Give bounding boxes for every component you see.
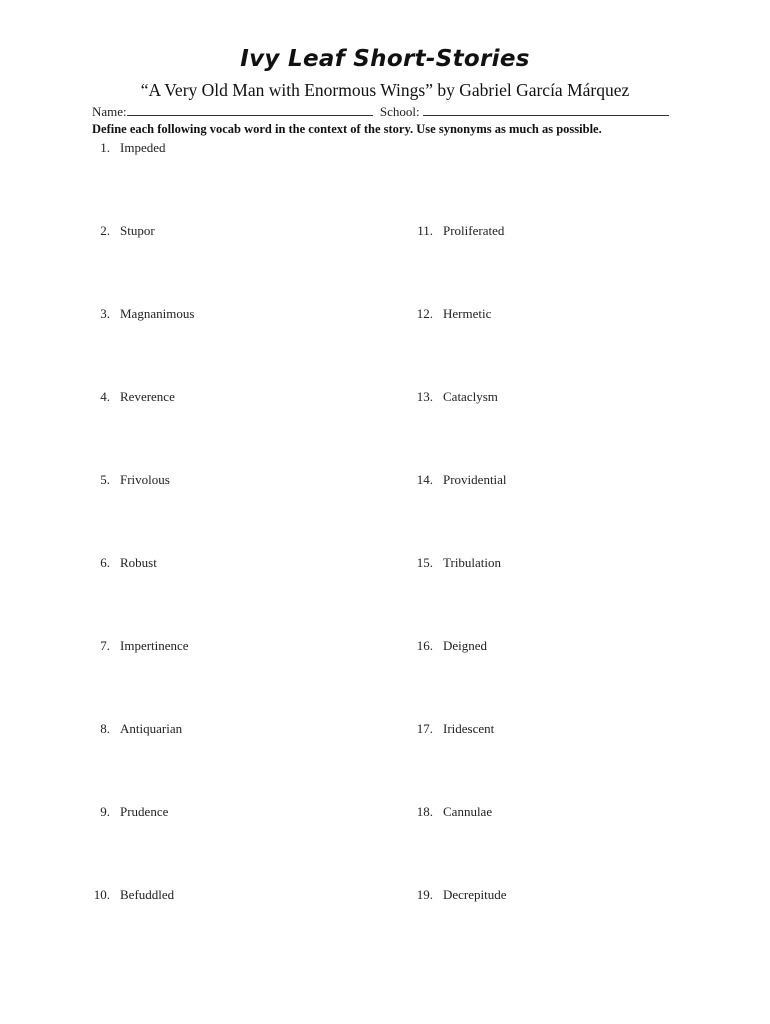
vocab-number: 17.	[416, 721, 433, 736]
vocab-word: Proliferated	[443, 223, 505, 238]
vocab-word: Providential	[443, 472, 507, 487]
vocab-word: Reverence	[120, 389, 175, 404]
vocab-item	[405, 721, 494, 737]
vocab-number: 4.	[100, 389, 110, 404]
name-field[interactable]	[127, 104, 373, 116]
vocab-word: Prudence	[120, 804, 169, 819]
vocab-word: Magnanimous	[120, 306, 195, 321]
vocab-item	[82, 804, 168, 820]
vocab-number: 12.	[416, 306, 433, 321]
name-label: Name:	[92, 104, 127, 119]
vocab-number: 16.	[416, 638, 433, 653]
vocab-word: Stupor	[120, 223, 155, 238]
vocab-word: Antiquarian	[120, 721, 183, 736]
vocab-word: Frivolous	[120, 472, 170, 487]
vocab-number: 6.	[100, 555, 110, 570]
vocab-item	[82, 721, 182, 737]
vocab-number: 19.	[416, 887, 433, 902]
vocab-number: 18.	[416, 804, 433, 819]
school-field[interactable]	[423, 104, 669, 116]
story-subtitle: “A Very Old Man with Enormous Wings” by Gabriel García Márquez	[140, 80, 630, 100]
vocab-word: Iridescent	[443, 721, 495, 736]
vocab-number: 15.	[416, 555, 433, 570]
vocab-item	[82, 306, 194, 322]
vocab-number: 8.	[100, 721, 110, 736]
vocab-word: Decrepitude	[443, 887, 507, 902]
vocab-item	[82, 472, 170, 488]
vocab-number: 1.	[100, 140, 110, 155]
vocab-item	[405, 306, 491, 322]
vocab-item	[405, 223, 504, 239]
vocab-number: 2.	[100, 223, 110, 238]
vocab-item	[405, 804, 492, 820]
vocab-number: 10.	[93, 887, 110, 902]
vocab-item	[405, 555, 501, 571]
vocab-word: Impeded	[120, 140, 166, 155]
vocab-number: 14.	[416, 472, 433, 487]
vocab-word: Hermetic	[443, 306, 492, 321]
vocab-item	[405, 638, 487, 654]
vocab-word: Impertinence	[120, 638, 189, 653]
school-label: School:	[379, 104, 420, 119]
vocab-word: Cannulae	[443, 804, 493, 819]
vocab-word: Cataclysm	[443, 389, 498, 404]
vocab-item	[82, 638, 189, 654]
vocab-item	[82, 555, 157, 571]
name-school-line	[92, 104, 692, 120]
vocab-number: 7.	[100, 638, 110, 653]
vocab-word: Befuddled	[120, 887, 175, 902]
vocab-number: 9.	[100, 804, 110, 819]
vocab-item	[82, 887, 174, 903]
vocab-item	[405, 472, 507, 488]
vocab-number: 13.	[416, 389, 433, 404]
vocab-item	[82, 389, 175, 405]
vocab-word: Robust	[120, 555, 157, 570]
page-title: Ivy Leaf Short-Stories	[240, 46, 530, 72]
vocab-number: 3.	[100, 306, 110, 321]
vocab-item	[82, 140, 165, 156]
vocab-word: Deigned	[443, 638, 488, 653]
instructions: Define each following vocab word in the context of the story. Use synonyms as much as possible.	[92, 122, 602, 136]
vocab-number: 5.	[100, 472, 110, 487]
vocab-item	[405, 887, 507, 903]
vocab-item	[82, 223, 155, 239]
vocab-item	[405, 389, 498, 405]
vocab-number: 11.	[417, 223, 433, 238]
vocab-word: Tribulation	[443, 555, 502, 570]
